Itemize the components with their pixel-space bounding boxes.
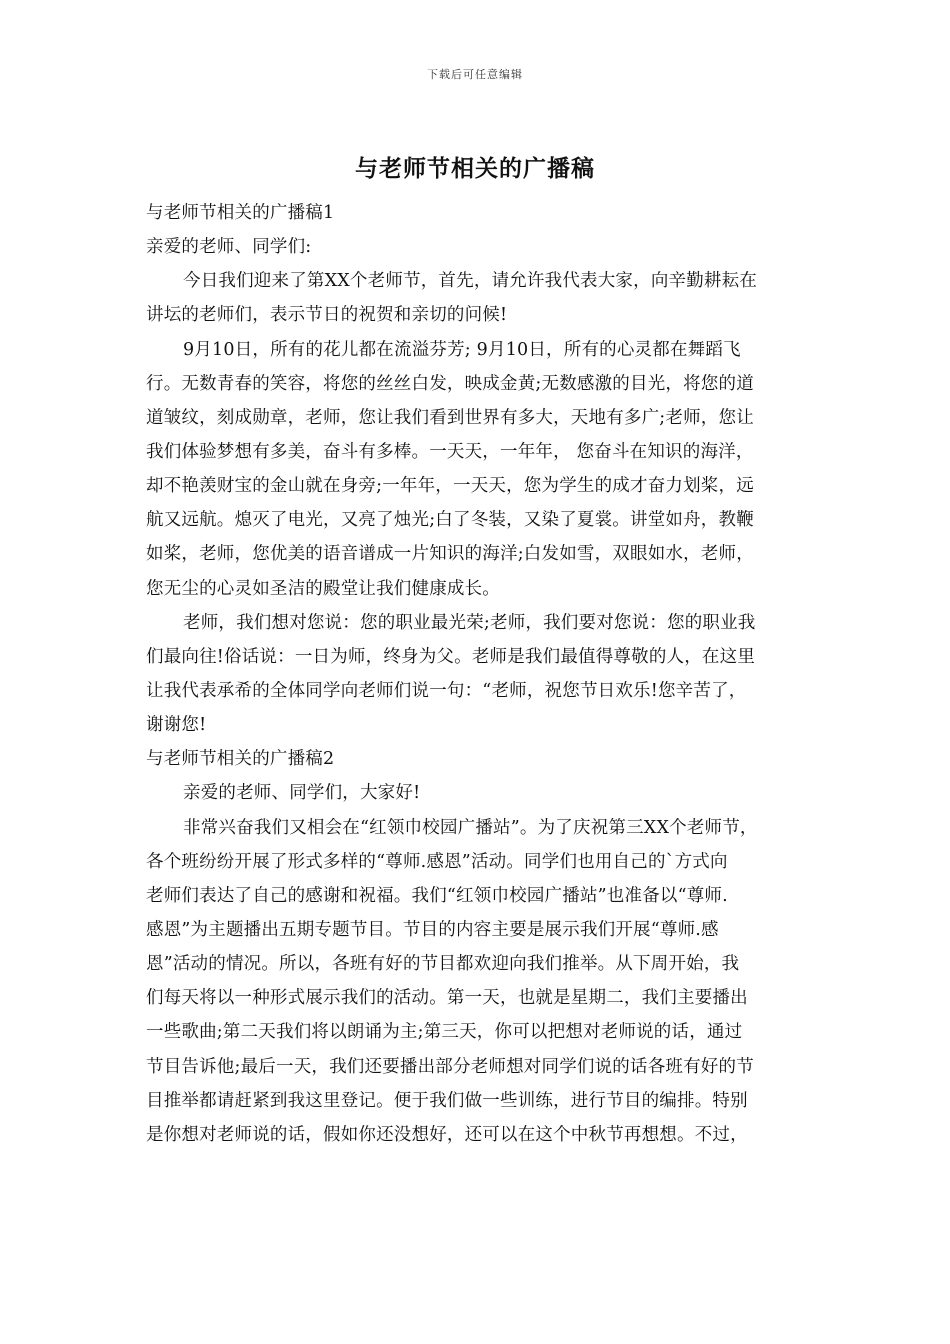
document-title: 与老师节相关的广播稿 [355, 155, 595, 182]
text-line: 与老师节相关的广播稿2 [146, 749, 335, 770]
text-line: 如桨，老师，您优美的语音谱成一片知识的海洋;白发如雪，双眼如水，老师， [146, 544, 754, 565]
text-line: 目推举都请赶紧到我这里登记。便于我们做一些训练，进行节目的编排。特别 [146, 1090, 748, 1111]
text-line: 老师，我们想对您说：您的职业最光荣;老师，我们要对您说：您的职业我 [183, 612, 756, 633]
text-line: 与老师节相关的广播稿1 [146, 203, 335, 223]
text-line: 是你想对老师说的话，假如你还没想好，还可以在这个中秋节再想想。不过， [146, 1124, 748, 1145]
text-line: 9月10日，所有的花儿都在流溢芬芳; 9月10日，所有的心灵都在舞蹈飞 [183, 339, 741, 360]
text-line: 亲爱的老师、同学们: [146, 237, 312, 258]
text-line: 一些歌曲;第二天我们将以朗诵为主;第三天，你可以把想对老师说的话，通过 [146, 1022, 743, 1043]
text-line: 让我代表承希的全体同学向老师们说一句：“老师，祝您节日欢乐!您辛苦了， [146, 680, 747, 701]
text-line: 各个班纷纷开展了形式多样的“尊师.感恩”活动。同学们也用自己的`方式向 [146, 851, 728, 872]
document-body [146, 196, 812, 1152]
text-line: 们每天将以一种形式展示我们的活动。第一天，也就是星期二，我们主要播出 [146, 988, 748, 1009]
text-line: 今日我们迎来了第XX个老师节，首先，请允许我代表大家，向辛勤耕耘在 [183, 271, 758, 292]
header-note: 下载后可任意编辑 [427, 68, 523, 81]
text-line: 恩”活动的情况。所以，各班有好的节目都欢迎向我们推举。从下周开始，我 [146, 954, 740, 975]
text-line: 道皱纹，刻成勋章，老师，您让我们看到世界有多大，天地有多广;老师，您让 [146, 407, 754, 428]
text-line: 我们体验梦想有多美，奋斗有多棒。一天天，一年年， 您奋斗在知识的海洋， [146, 441, 754, 462]
text-line: 航又远航。熄灭了电光，又亮了烛光;白了冬装，又染了夏裳。讲堂如舟，教鞭 [146, 510, 754, 531]
text-line: 您无尘的心灵如圣洁的殿堂让我们健康成长。 [146, 578, 500, 599]
text-line: 行。无数青春的笑容，将您的丝丝白发，映成金黄;无数感激的目光，将您的道 [146, 373, 754, 394]
text-line: 谢谢您! [146, 715, 207, 736]
text-line: 感恩”为主题播出五期专题节目。节目的内容主要是展示我们开展“尊师.感 [146, 919, 719, 940]
text-line: 亲爱的老师、同学们，大家好! [183, 783, 421, 804]
text-line: 却不艳羡财宝的金山就在身旁;一年年，一天天，您为学生的成才奋力划桨，远 [146, 476, 754, 497]
text-line: 们最向往!俗话说：一日为师，终身为父。老师是我们最值得尊敬的人，在这里 [146, 646, 756, 667]
text-line: 非常兴奋我们又相会在“红领巾校园广播站”。为了庆祝第三XX个老师节， [183, 817, 758, 838]
text-line: 老师们表达了自己的感谢和祝福。我们“红领巾校园广播站”也准备以“尊师. [146, 885, 728, 906]
text-line: 讲坛的老师们，表示节日的祝贺和亲切的问候! [146, 305, 508, 326]
text-line: 节目告诉他;最后一天，我们还要播出部分老师想对同学们说的话各班有好的节 [146, 1056, 754, 1077]
